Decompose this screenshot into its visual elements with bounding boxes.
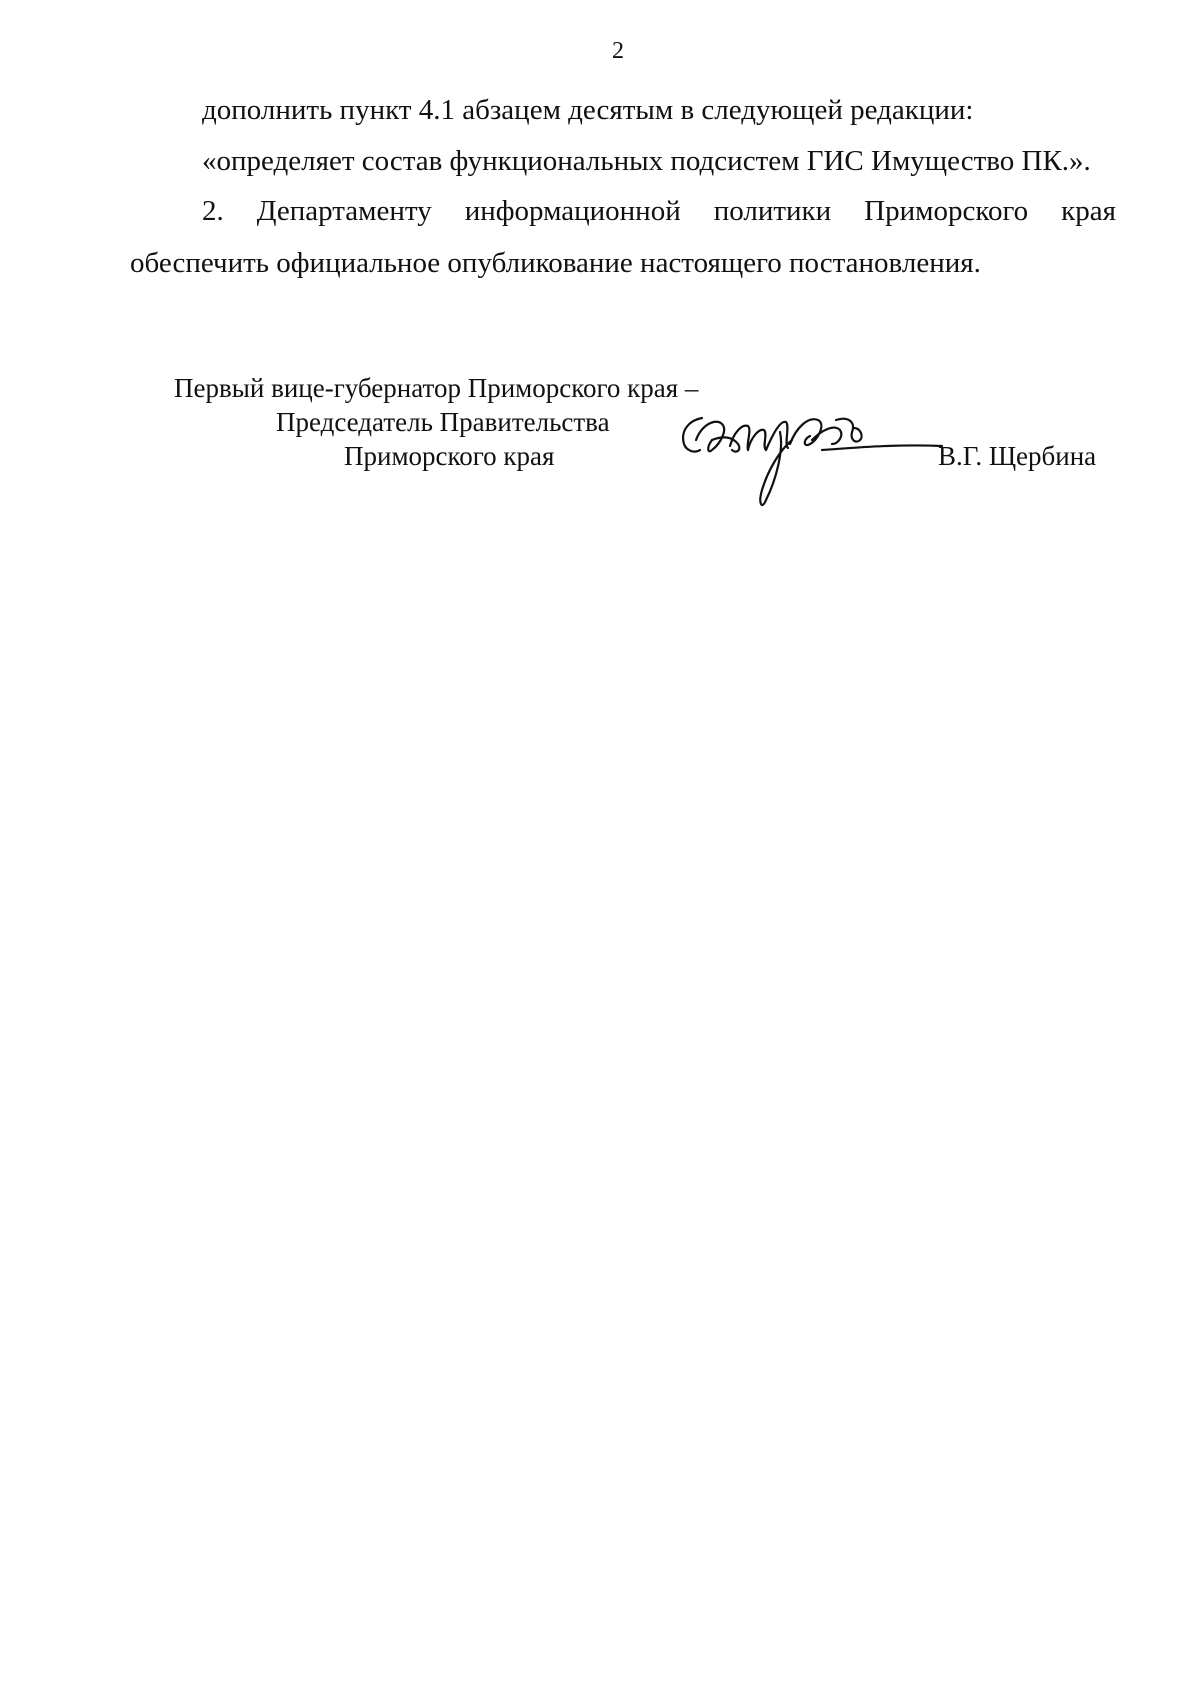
signer-position-line-1: Первый вице-губернатор Приморского края – [174, 373, 699, 403]
item-word: политики [713, 195, 832, 227]
signer-position-line-3: Приморского края [344, 441, 555, 471]
handwritten-signature [672, 410, 952, 518]
signer-position-line-2: Председатель Правительства [276, 407, 610, 437]
item-word: Департаменту [256, 195, 432, 227]
paragraph-item-2-first-line [202, 193, 1116, 229]
item-word: информационной [464, 195, 681, 227]
signer-name: В.Г. Щербина [938, 441, 1097, 471]
item-number: 2. [202, 195, 224, 227]
paragraph-line-2: «определяет состав функциональных подсистем ГИС Имущество ПК.». [202, 145, 1091, 177]
item-word: Приморского [864, 195, 1029, 227]
paragraph-item-2-second-line: обеспечить официальное опубликование настоящего постановления. [130, 247, 981, 279]
page-number: 2 [612, 38, 624, 64]
item-word: края [1061, 195, 1116, 227]
paragraph-line-1: дополнить пункт 4.1 абзацем десятым в следующей редакции: [202, 94, 974, 126]
